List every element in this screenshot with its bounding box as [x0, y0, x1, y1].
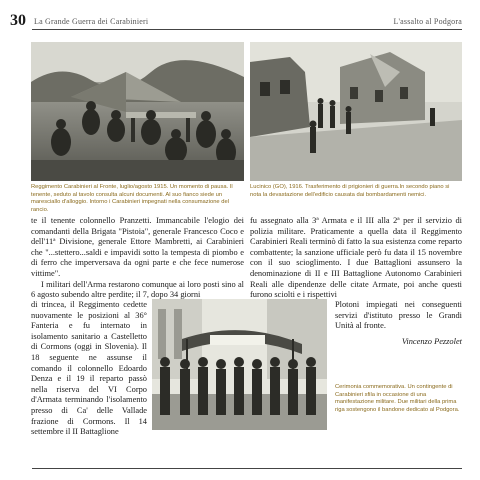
ruined-street-photo-icon [250, 42, 462, 181]
ruins-photo-caption: Lucinico (GO), 1916. Trasferimento di prigionieri di guerra.In secondo piano si nota la devastazione dell'edificio causata dai bombardamenti nemici. [250, 184, 450, 198]
ruins-photo [250, 42, 462, 181]
author-signature: Vincenzo Pezzolet [401, 337, 462, 346]
footer-rule [32, 468, 462, 469]
body-text-right-top: fu assegnato alla 3ª Armata e il III alla 2ª per il servizio di polizia militare. Praticamente a quella data il Reggimento Carabinieri Reali terminò di fatto la sua esistenza come reparto combattente; la sanzione ufficiale però fu data il 15 novembre con il suo scioglimento. I due Battaglioni assunsero la denominazione di II e III Battaglione Autonomo Carabinieri Reali alle dipendenze delle citate Armate, poi anche questi furono sciolti e i rispettivi [250, 216, 462, 300]
ceremony-photo-caption: Cerimonia commemorativa. Un contingente di Carabinieri sfila in occasione di una manifestazione militare. Due militari della prima riga sostengono il bandone dedicato al Podgora. [335, 384, 460, 413]
camp-photo-caption: Reggimento Carabinieri al Fronte, luglio/agosto 1915. Un momento di pausa. Il tenente, seduto al tavolo consulta alcuni documenti. Al suo fianco siede un maresciallo d'alloggio. Intorno i Carabinieri impegnati nella consumazione del rancio. [31, 184, 233, 213]
header-rule [32, 29, 462, 30]
page-number: 30 [10, 12, 26, 29]
body-text-right-narrow: Plotoni impiegati nei conseguenti servizi d'istituto presso le Grandi Unità al fronte. [335, 300, 462, 331]
ceremony-photo-icon [152, 299, 327, 430]
running-header-section: L'assalto al Podgora [393, 17, 462, 26]
ceremony-photo [152, 299, 327, 430]
paragraph-left-2: I militari dell'Arma restarono comunque ai loro posti sino al 6 agosto subendo altre perdite; il 7, dopo 34 giorni [31, 279, 244, 300]
paragraph-left-1: te il tenente colonnello Pranzetti. Immancabile l'elogio dei comandanti della Brigata "Pistoia", generale Francesco Coco e dell'11ª Divisione, generale Ettore Mambretti, ai Carabinieri che "...stettero...saldi e impavidi sotto la tempesta di piombo e di ferro che imperversava da ogni parte e che fece numerose vittime". [31, 216, 244, 278]
soldiers-camp-photo-icon [31, 42, 244, 181]
camp-photo [31, 42, 244, 181]
body-text-left-top [31, 216, 244, 301]
body-text-left-narrow: di trincea, il Reggimento cedette nuovamente le posizioni al 36° Fanteria e fu internato in isolamento sanitario a Castelletto di Cormons (oggi in Slovenia). Il 18 seguente ne assunse il comando il colonnello Edoardo Denza e il 19 il reparto passò nella riserva del VI Corpo d'Armata terminando l'isolamento presso di Ca' delle Vallade frazione di Cormons. Il 14 settembre il II Battaglione [31, 300, 147, 437]
running-header-title: La Grande Guerra dei Carabinieri [34, 17, 149, 26]
